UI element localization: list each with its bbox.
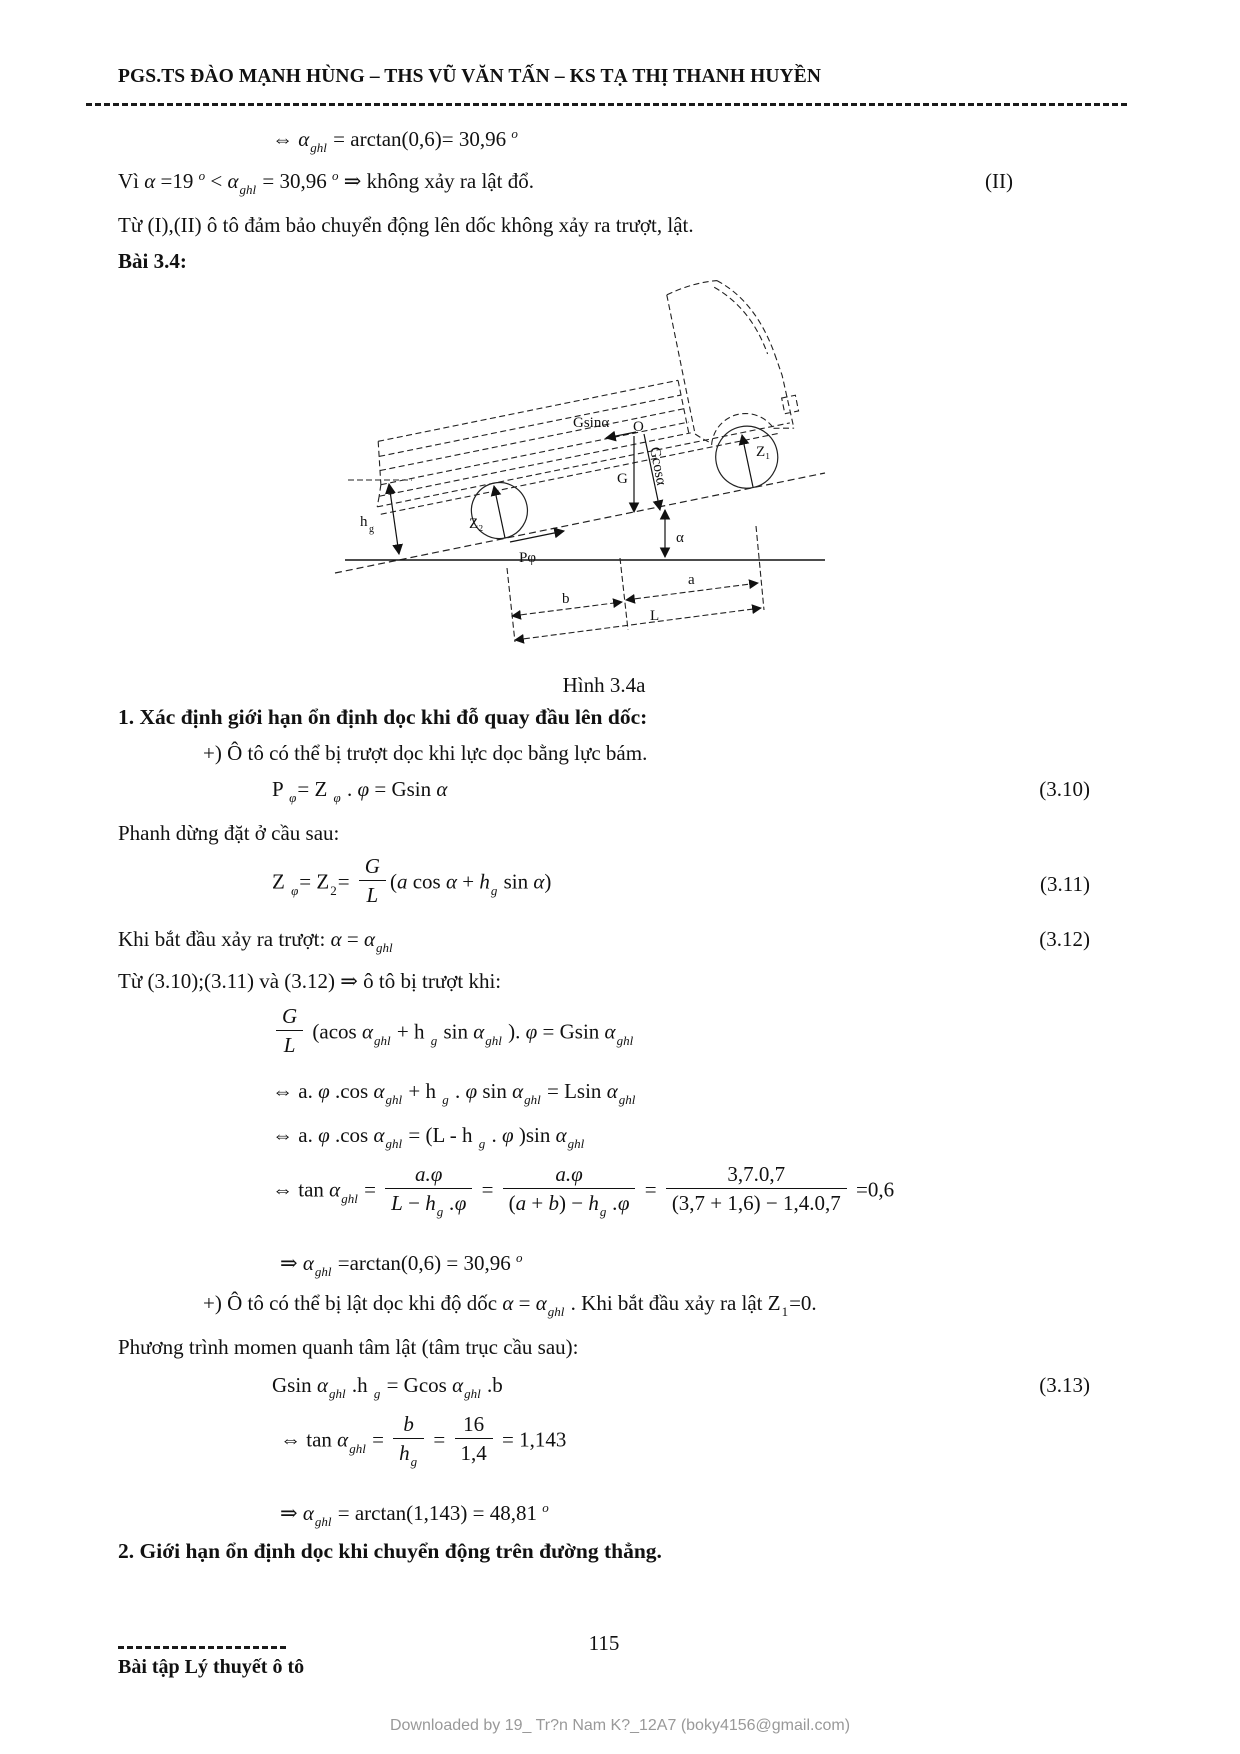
label-hg-sub: g (369, 524, 374, 535)
math-line: Vì α =19 $^o < \alpha_{ghl} = 30,96$ $^o$ ⇒ không xảy ra lật đổ. (118, 168, 534, 197)
line-moment-equation (118, 1334, 1090, 1360)
math-line: Khi bắt đầu xảy ra trượt: $\alpha = \alpha_{ghl}$ (118, 927, 393, 955)
z1-arrow (742, 435, 753, 487)
body-text: Từ (I),(II) ô tô đảm bảo chuyển động lên dốc không xảy ra trượt, lật. (118, 213, 694, 237)
caption-text: Hình 3.4a (562, 673, 646, 697)
line-vi-alpha (118, 168, 1013, 197)
section-1-heading (118, 704, 1090, 731)
page-number-row (118, 1630, 1090, 1656)
section-2-heading (118, 1538, 1090, 1565)
equation-3-11 (118, 856, 1090, 912)
body-text: Phanh dừng đặt ở cầu sau: (118, 821, 340, 845)
equation-number: (3.10) (1039, 777, 1090, 801)
z2-arrow (494, 486, 505, 538)
footer-divider (118, 1646, 288, 1649)
equation-arctan-result-1 (118, 1250, 1090, 1279)
p-phi-arrow (510, 531, 564, 542)
truck-bed-lines (364, 360, 791, 514)
equation-3-12 (118, 926, 1090, 955)
body-text: +) Ô tô có thể bị trượt dọc khi lực dọc bằng lực bám. (203, 741, 648, 765)
equation-tan-alpha (118, 1164, 1090, 1220)
math-line: ⇔ $\alpha_{ghl} = \arctan(0,6)= 30,96$ $^o$ (272, 126, 518, 155)
label-p-phi: Pφ (519, 550, 536, 566)
equation-derivation-2 (118, 1078, 1090, 1107)
math-line: Gsin $\alpha_{ghl}$ .h $_g$ = Gcos $\alpha_{ghl}$ .b (272, 1373, 503, 1401)
figure-caption (118, 672, 1090, 698)
truck-diagram (320, 270, 840, 670)
equation-derivation-1 (118, 1006, 1090, 1062)
equation-derivation-3 (118, 1122, 1090, 1151)
math-line: $\frac{G}{L}$ (acos $\alpha_{ghl} + h$ $_g$ $\sin \alpha_{ghl}$ ). φ = Gsin $\alpha_{ghl}$ (272, 1006, 634, 1062)
equation-number: (II) (985, 169, 1013, 193)
label-alpha-angle: α (676, 530, 684, 546)
label-gsin-alpha: Gsinα (573, 415, 610, 431)
body-text: Phương trình momen quanh tâm lật (tâm trục cầu sau): (118, 1335, 579, 1359)
label-gcos-alpha: Gcosα (646, 445, 670, 487)
header-divider (86, 103, 1128, 106)
line-slip-condition (118, 740, 1090, 766)
line-tipping-condition (118, 1290, 1090, 1319)
line-from-equations (118, 968, 1090, 994)
label-dim-b: b (562, 591, 570, 607)
body-text: Từ (3.10);(3.11) và (3.12) ⇒ ô tô bị trượt khi: (118, 969, 502, 993)
math-line: ⇔ a. φ .cos $\alpha_{ghl} + h$ $_g$ . φ $\sin \alpha_{ghl} = Lsin$ $\alpha_{ghl}$ (272, 1079, 636, 1107)
gsin-arrow (606, 432, 636, 438)
label-dim-a: a (688, 572, 695, 588)
label-dim-l: L (650, 608, 660, 624)
label-cg-point-o: O (633, 419, 644, 435)
math-line: +) Ô tô có thể bị lật dọc khi độ dốc $\alpha = \alpha_{ghl}$ . Khi bắt đầu xảy ra lật $Z_1=0$. (203, 1291, 817, 1319)
footer-book-title: Bài tập Lý thuyết ô tô (118, 1656, 305, 1678)
math-line: Z $_\varphi= Z_2=$ $\frac{G}{L}$ (a $\cos \alpha + h_g$ sin α) (272, 854, 552, 908)
math-line: P $_\varphi$= Z $_\varphi$ . φ = Gsin α (272, 777, 448, 805)
page-number: 115 (588, 1631, 620, 1655)
download-watermark: Downloaded by 19_ Tr?n Nam K?_12A7 (boky4156@gmail.com) (389, 1717, 851, 1734)
math-line: ⇔ $\tan \alpha_{ghl}$ = $\frac{a.\varphi}{L - h_g .\varphi}$ = $\frac{a.\varphi}{(a + b) - h_g .\varphi}$ = $\frac{3,7.0,7}{(3,7 + 1,6) - 1,4.0,7}$ =0,6 (272, 1162, 895, 1220)
math-line: ⇔ a. φ .cos $\alpha_{ghl} = (L - h$ $_g$ . φ )sin $\alpha_{ghl}$ (272, 1123, 585, 1151)
hg-measure-arrow (389, 484, 399, 554)
watermark-row (0, 1717, 1240, 1735)
equation-3-13 (118, 1372, 1090, 1401)
label-z2: Z₂ (469, 516, 484, 532)
heading-text: 1. Xác định giới hạn ổn định dọc khi đỗ quay đầu lên dốc: (118, 705, 648, 729)
heading-text: 2. Giới hạn ổn định dọc khi chuyển động trên đường thẳng. (118, 1539, 662, 1563)
label-g-weight: G (617, 471, 628, 487)
equation-tan-b-hg (118, 1414, 1090, 1470)
equation-arctan-result-2 (118, 1500, 1090, 1529)
page-header-authors: PGS.TS ĐÀO MẠNH HÙNG – THS VŨ VĂN TẤN – KS TẠ THỊ THANH HUYỀN (118, 66, 821, 87)
equation-number: (3.12) (1039, 927, 1090, 951)
line-parking-brake (118, 820, 1090, 846)
math-line: ⇔ $\tan \alpha_{ghl}$ = $\frac{b}{h_g}$ = $\frac{16}{1,4}$ = 1,143 (280, 1412, 567, 1470)
dim-l-line (515, 608, 761, 640)
label-z1: Z₁ (756, 444, 771, 460)
eq-arctan-intro (118, 126, 1090, 155)
equation-number: (3.11) (1040, 871, 1090, 896)
line-conclusion (118, 212, 1090, 238)
label-hg-main: h (360, 514, 368, 530)
truck-bed-ends (364, 380, 690, 507)
figure-truck-on-slope (320, 270, 840, 670)
math-line: ⇒ $\alpha_{ghl} = \arctan(1,143) = 48,81$ $^o$ (280, 1500, 549, 1529)
equation-number: (3.13) (1039, 1373, 1090, 1397)
heading-text: Bài 3.4: (118, 249, 187, 273)
equation-3-10 (118, 776, 1090, 805)
math-line: ⇒ $\alpha_{ghl} =\arctan(0,6) = 30,96$ $^o$ (280, 1250, 523, 1279)
